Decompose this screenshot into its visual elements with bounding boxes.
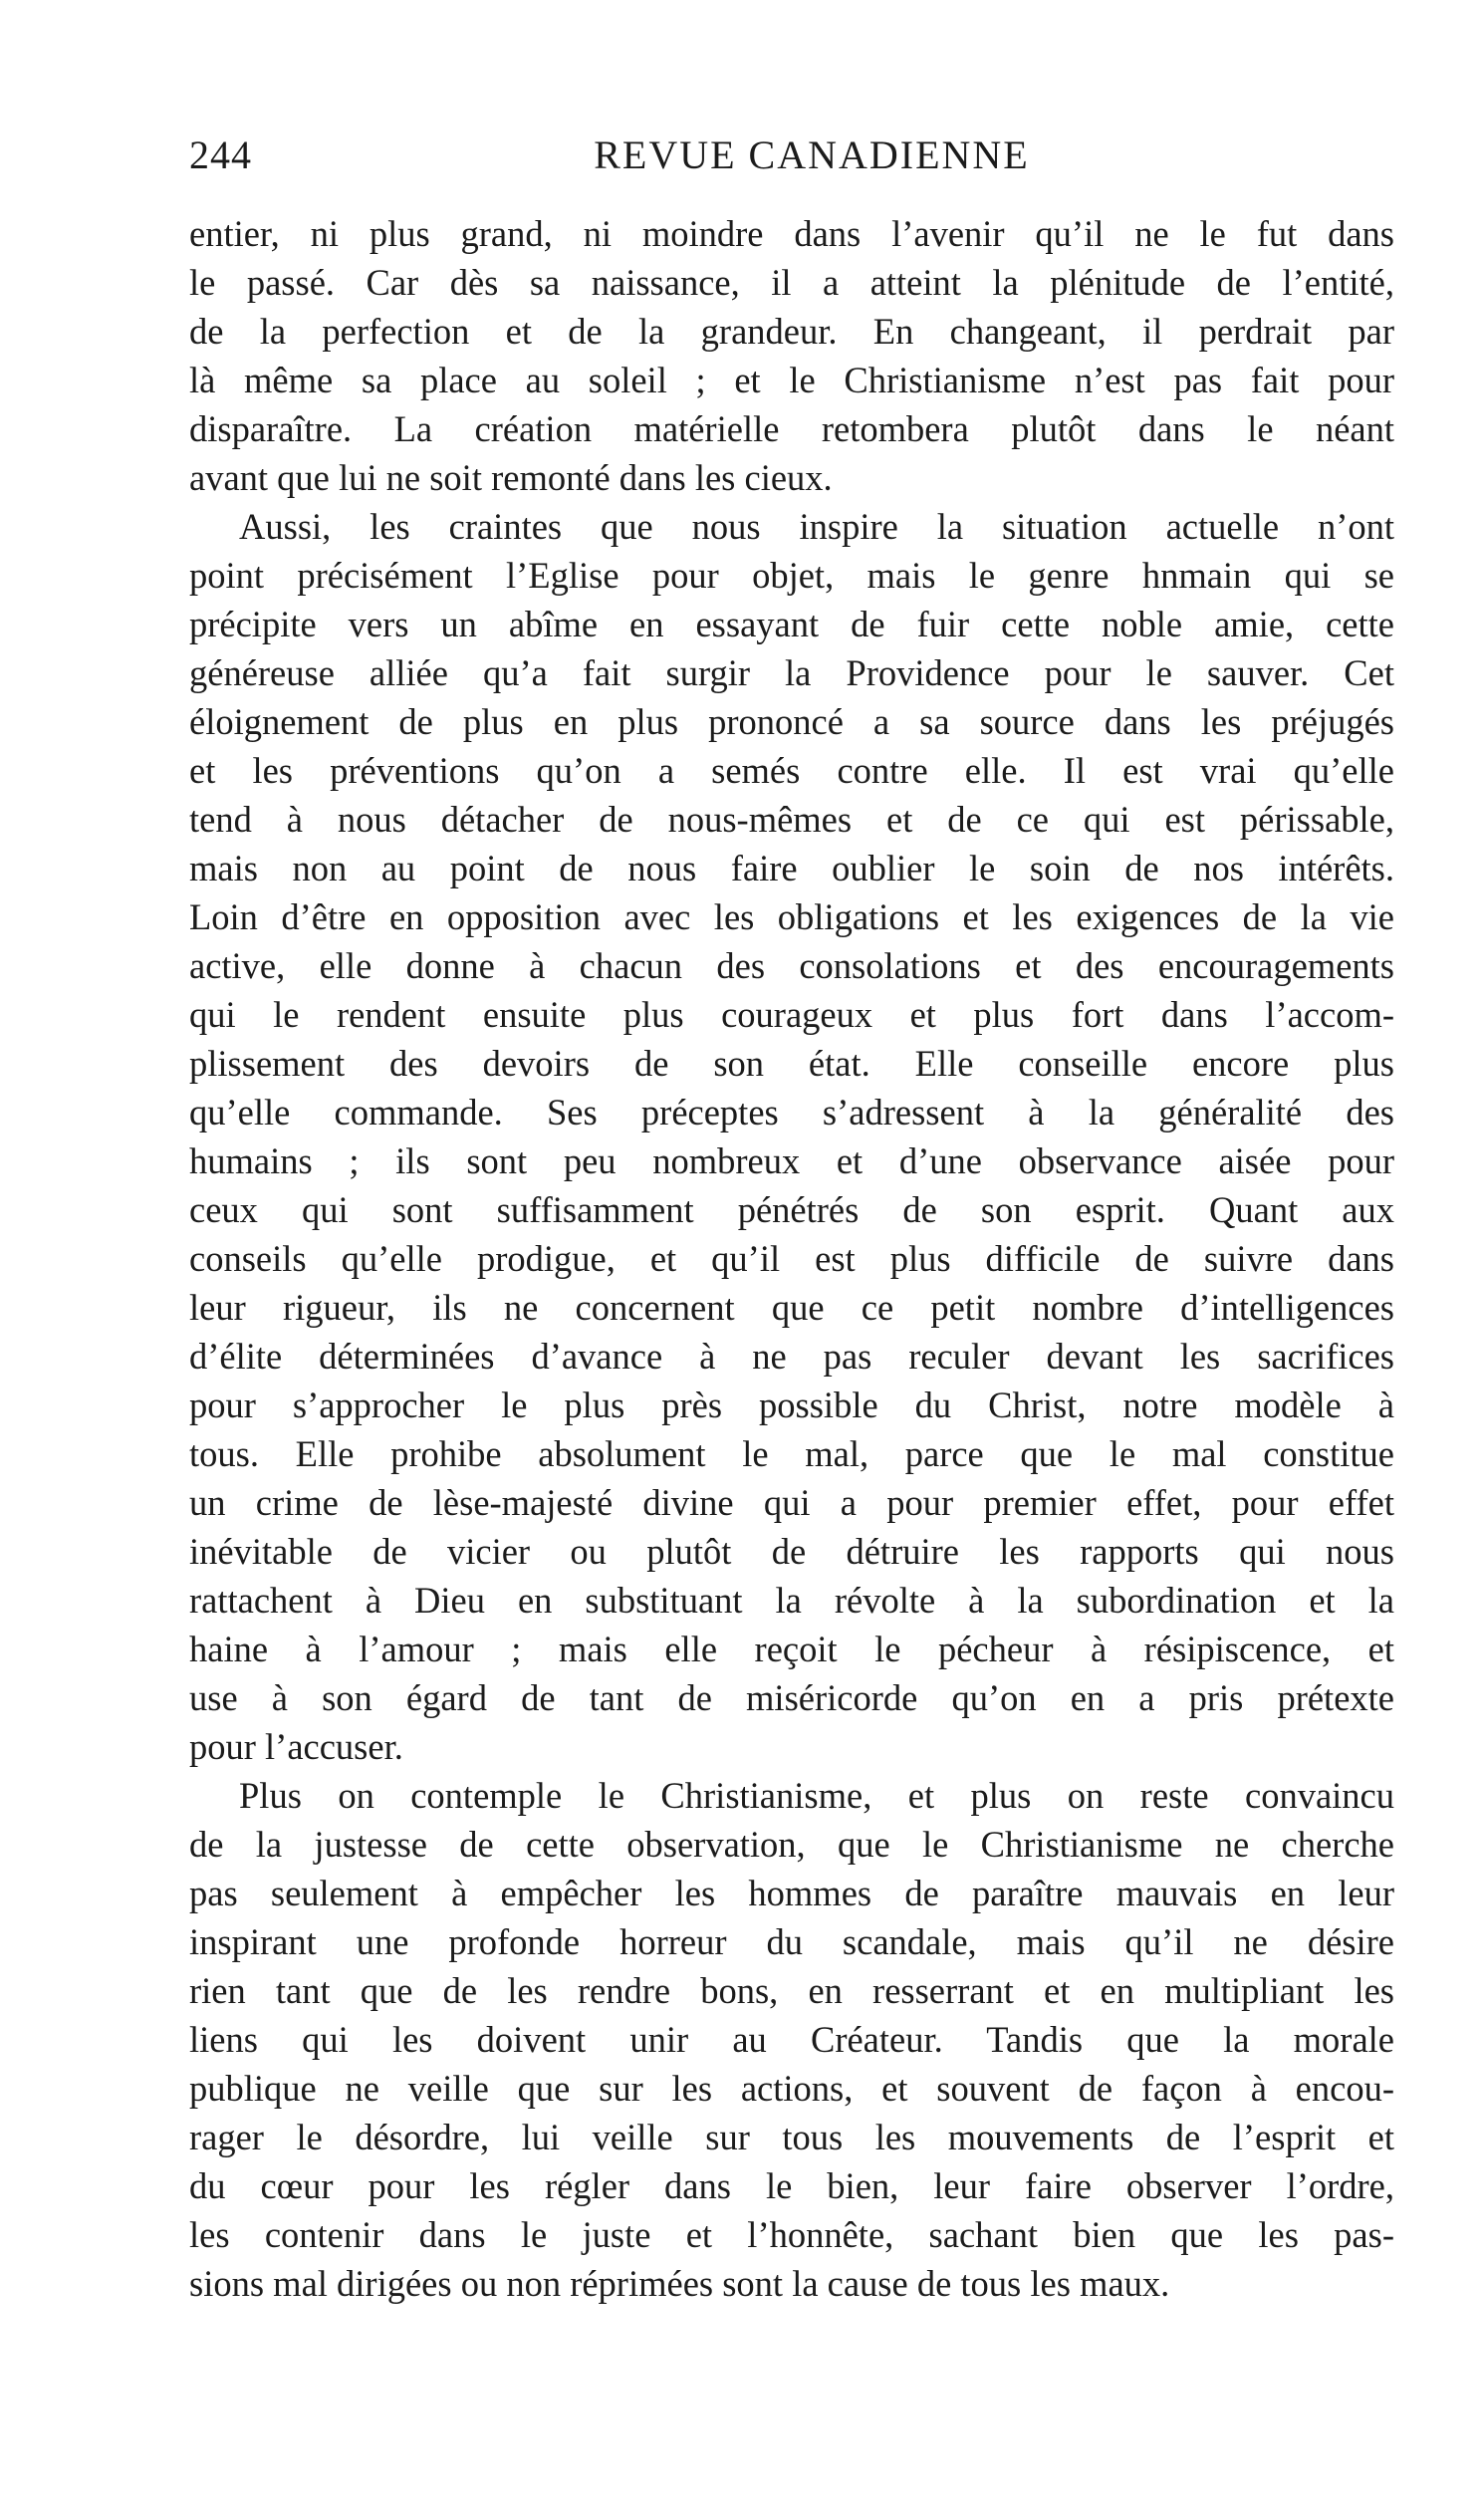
text-line: mais non au point de nous faire oublier le soin de nos intérêts. (189, 848, 1394, 888)
paragraph (189, 209, 1394, 502)
text-line: ceux qui sont suffisamment pénétrés de son esprit. Quant aux (189, 1189, 1394, 1230)
text-line: éloignement de plus en plus prononcé a sa source dans les préjugés (189, 701, 1394, 742)
text-line: haine à l’amour ; mais elle reçoit le pécheur à résipiscence, et (189, 1629, 1394, 1669)
paragraph (189, 502, 1394, 1771)
text-line: tous. Elle prohibe absolument le mal, parce que le mal constitue (189, 1433, 1394, 1474)
text-line: Loin d’être en opposition avec les obligations et les exigences de la vie (189, 896, 1394, 937)
text-line: sions mal dirigées ou non réprimées sont la cause de tous les maux. (189, 2263, 1170, 2304)
text-line: entier, ni plus grand, ni moindre dans l’avenir qu’il ne le fut dans (189, 213, 1394, 254)
text-line: rager le désordre, lui veille sur tous les mouvements de l’esprit et (189, 2117, 1394, 2157)
text-line: généreuse alliée qu’a fait surgir la Providence pour le sauver. Cet (189, 652, 1394, 693)
text-line: qui le rendent ensuite plus courageux et plus fort dans l’accom- (189, 994, 1394, 1035)
running-title: REVUE CANADIENNE (594, 132, 1030, 177)
text-line: disparaître. La création matérielle retombera plutôt dans le néant (189, 408, 1394, 449)
text-line: pour l’accuser. (189, 1726, 403, 1767)
text-line: conseils qu’elle prodigue, et qu’il est plus difficile de suivre dans (189, 1238, 1394, 1279)
page-header (189, 127, 1394, 183)
text-line: tend à nous détacher de nous-mêmes et de ce qui est périssable, (189, 799, 1394, 840)
paragraph (189, 1771, 1394, 2308)
text-line: leur rigueur, ils ne concernent que ce petit nombre d’intelligences (189, 1287, 1394, 1328)
text-line: d’élite déterminées d’avance à ne pas reculer devant les sacrifices (189, 1336, 1394, 1377)
text-line: de la justesse de cette observation, que le Christianisme ne cherche (189, 1824, 1394, 1865)
text-line: Aussi, les craintes que nous inspire la situation actuelle n’ont (239, 506, 1394, 547)
page-number: 244 (189, 132, 252, 177)
text-line: humains ; ils sont peu nombreux et d’une observance aisée pour (189, 1140, 1394, 1181)
body-text (189, 209, 1394, 2308)
text-line: les contenir dans le juste et l’honnête, sachant bien que les pas- (189, 2214, 1394, 2255)
text-line: un crime de lèse-majesté divine qui a pour premier effet, pour effet (189, 1482, 1394, 1523)
text-line: là même sa place au soleil ; et le Christianisme n’est pas fait pour (189, 360, 1394, 400)
text-line: rattachent à Dieu en substituant la révolte à la subordination et la (189, 1580, 1394, 1621)
text-line: inévitable de vicier ou plutôt de détruire les rapports qui nous (189, 1531, 1394, 1572)
text-line: du cœur pour les régler dans le bien, leur faire observer l’ordre, (189, 2165, 1394, 2206)
text-line: rien tant que de les rendre bons, en resserrant et en multipliant les (189, 1970, 1394, 2011)
text-line: point précisément l’Eglise pour objet, mais le genre hnmain qui se (189, 555, 1394, 596)
text-line: le passé. Car dès sa naissance, il a atteint la plénitude de l’entité, (189, 262, 1394, 303)
text-line: inspirant une profonde horreur du scandale, mais qu’il ne désire (189, 1921, 1394, 1962)
text-line: publique ne veille que sur les actions, et souvent de façon à encou- (189, 2068, 1394, 2109)
text-line: Plus on contemple le Christianisme, et plus on reste convaincu (239, 1775, 1394, 1816)
text-line: précipite vers un abîme en essayant de fuir cette noble amie, cette (189, 604, 1394, 644)
text-line: use à son égard de tant de miséricorde qu’on en a pris prétexte (189, 1677, 1394, 1718)
text-line: de la perfection et de la grandeur. En changeant, il perdrait par (189, 311, 1394, 352)
text-line: et les préventions qu’on a semés contre elle. Il est vrai qu’elle (189, 750, 1394, 791)
text-line: liens qui les doivent unir au Créateur. Tandis que la morale (189, 2019, 1394, 2060)
text-line: qu’elle commande. Ses préceptes s’adressent à la généralité des (189, 1092, 1394, 1133)
text-line: plissement des devoirs de son état. Elle conseille encore plus (189, 1043, 1394, 1084)
text-line: pas seulement à empêcher les hommes de paraître mauvais en leur (189, 1873, 1394, 1913)
text-line: active, elle donne à chacun des consolations et des encouragements (189, 945, 1394, 986)
text-line: pour s’approcher le plus près possible du Christ, notre modèle à (189, 1385, 1394, 1425)
text-line: avant que lui ne soit remonté dans les cieux. (189, 457, 833, 498)
